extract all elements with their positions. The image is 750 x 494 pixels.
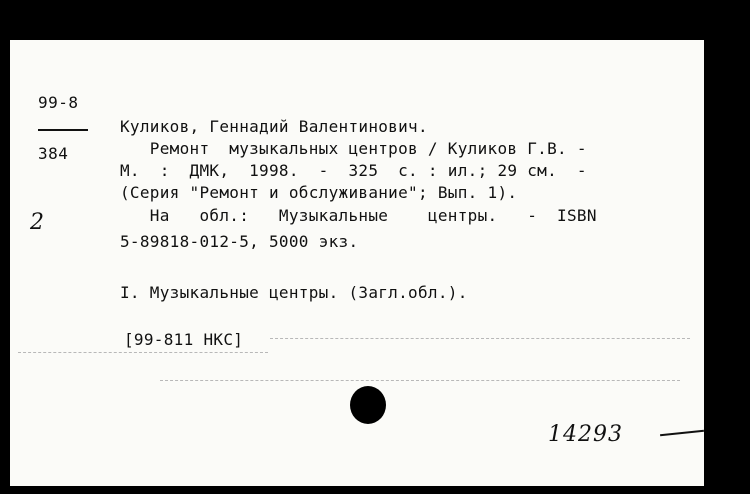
handwritten-number: 14293: [548, 422, 623, 447]
dotted-guide-line: [160, 380, 680, 381]
call-number-bottom: 384: [38, 144, 69, 163]
title-line: Ремонт музыкальных центров / Куликов Г.В. -: [120, 139, 587, 158]
call-number-top: 99-8: [38, 93, 79, 112]
subject-heading: I. Музыкальные центры. (Загл.обл.).: [120, 283, 468, 302]
dotted-guide-line: [18, 352, 268, 353]
catalog-card: [10, 40, 704, 486]
author-heading: Куликов, Геннадий Валентинович.: [120, 117, 428, 136]
isbn-line: 5-89818-012-5, 5000 экз.: [120, 232, 359, 251]
series-line: (Серия "Ремонт и обслуживание"; Вып. 1).: [120, 183, 518, 202]
registration-number: [99-811 НКС]: [124, 330, 244, 349]
handwritten-stroke: [660, 430, 704, 437]
dotted-guide-line: [270, 338, 690, 339]
imprint-line: М. : ДМК, 1998. - 325 с. : ил.; 29 см. -: [120, 161, 587, 180]
call-number-divider: [38, 129, 88, 131]
punch-hole: [350, 386, 386, 424]
note-line: На обл.: Музыкальные центры. - ISBN: [120, 206, 597, 225]
handwritten-mark: 2: [30, 210, 44, 235]
